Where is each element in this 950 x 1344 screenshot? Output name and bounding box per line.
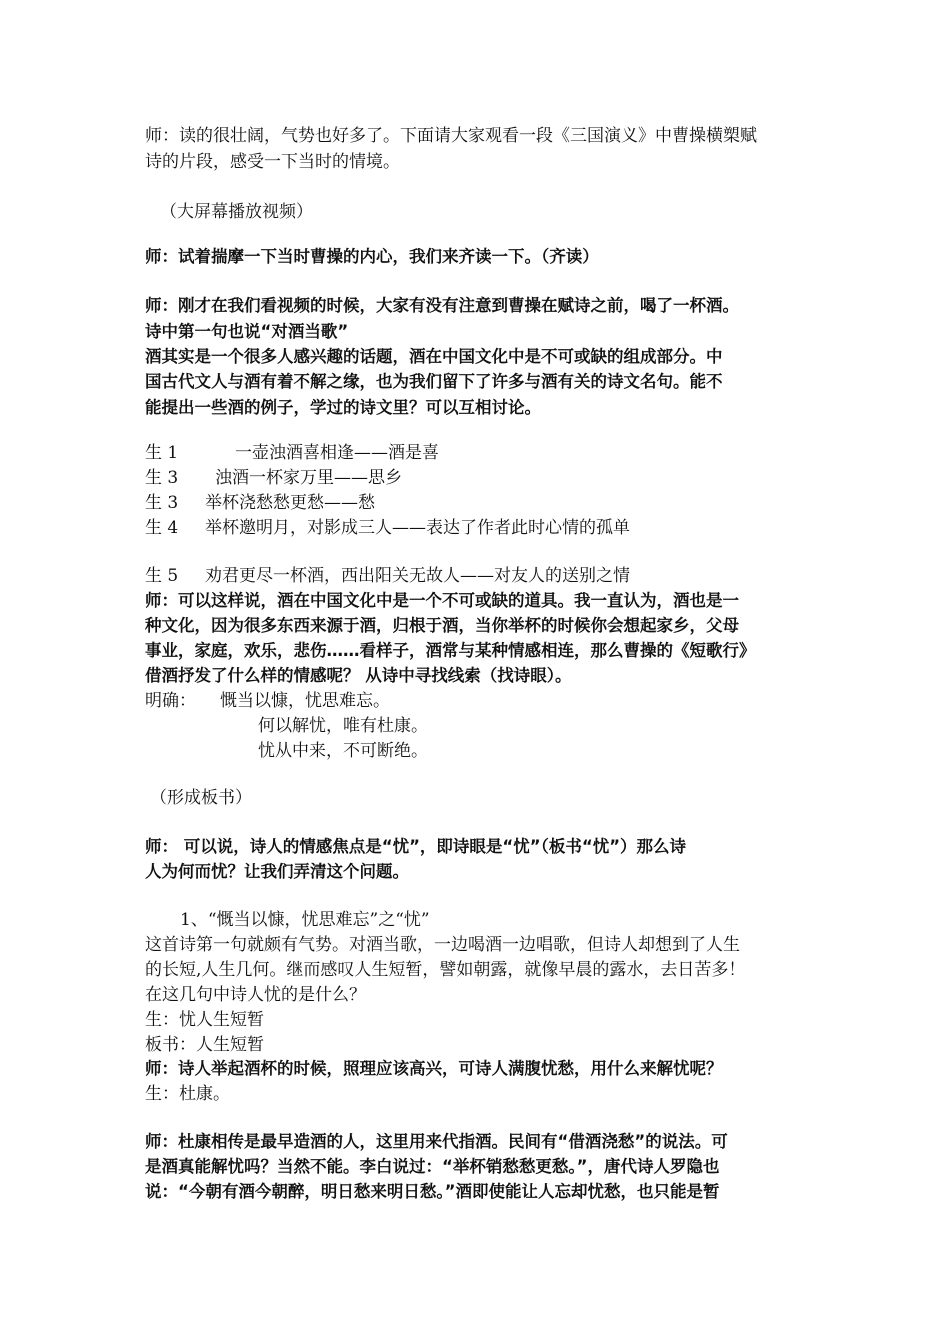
student-answer: 举杯浇愁愁更愁——愁 [205,493,375,513]
clarify-label: 明确： [145,691,196,711]
student-answer: 一壶浊酒喜相逢——酒是喜 [235,443,439,463]
student-line: 生：杜康。 [145,1084,230,1104]
student-answer: 举杯邀明月，对影成三人——表达了作者此时心情的孤单 [205,518,630,538]
student-line [145,491,825,515]
teacher-line: 借酒抒发了什么样的情感呢？ 从诗中寻找线索（找诗眼）。 [145,666,572,685]
teacher-line: 诗中第一句也说“对酒当歌” [145,322,349,341]
blackboard-line: 板书：人生短暂 [145,1035,264,1055]
student-answer: 浊酒一杯家万里——思乡 [215,468,402,488]
paragraph-line: 诗的片段，感受一下当时的情境。 [145,152,400,172]
poem-line: 何以解忧，唯有杜康。 [258,716,428,736]
teacher-line: 是酒真能解忧吗？当然不能。李白说过：“举杯销愁愁更愁。”，唐代诗人罗隐也 [145,1157,720,1176]
student-label: 生 3 [145,468,179,488]
student-line [145,516,825,540]
teacher-line: 种文化，因为很多东西来源于酒，归根于酒，当你举杯的时候你会想起家乡，父母 [145,616,739,635]
teacher-line: 师：刚才在我们看视频的时候，大家有没有注意到曹操在赋诗之前，喝了一杯酒。 [145,296,739,315]
student-label: 生 1 [145,443,179,463]
student-line [145,564,825,588]
student-label: 生 4 [145,518,179,538]
teacher-line: 说：“今朝有酒今朝醉，明日愁来明日愁。”酒即使能让人忘却忧愁，也只能是暂 [145,1182,720,1201]
student-label: 生 3 [145,493,179,513]
teacher-line: 师：可以这样说，酒在中国文化中是一个不可或缺的道具。我一直认为，酒也是一 [145,591,739,610]
teacher-line: 师： 可以说，诗人的情感焦点是“忧”，即诗眼是“忧”（板书“忧”）那么诗 [145,837,687,856]
teacher-line: 能提出一些酒的例子，学过的诗文里？可以互相讨论。 [145,398,541,417]
teacher-line: 事业，家庭，欢乐，悲伤……看样子，酒常与某种情感相连，那么曹操的《短歌行》 [145,641,756,660]
poem-line: 忧从中来，不可断绝。 [258,741,428,761]
student-label: 生 5 [145,566,179,586]
paragraph-line: 在这几句中诗人忧的是什么？ [145,985,366,1005]
teacher-line: 师：诗人举起酒杯的时候，照理应该高兴，可诗人满腹忧愁，用什么来解忧呢？ [145,1059,723,1078]
stage-direction: （大屏幕播放视频） [160,202,313,222]
paragraph-line: 这首诗第一句就颇有气势。对酒当歌，一边喝酒一边唱歌，但诗人却想到了人生 [145,935,740,955]
teacher-line: 人为何而忧？让我们弄清这个问题。 [145,862,409,881]
student-line [145,441,825,465]
teacher-line: 师：杜康相传是最早造酒的人，这里用来代指酒。民间有“借酒浇愁”的说法。可 [145,1132,728,1151]
paragraph-line: 师：读的很壮阔，气势也好多了。下面请大家观看一段《三国演义》中曹操横槊赋 [145,126,757,146]
student-answer: 劝君更尽一杯酒，西出阳关无故人——对友人的送别之情 [205,566,630,586]
clarify-line [145,689,825,713]
teacher-line: 师：试着揣摩一下当时曹操的内心，我们来齐读一下。（齐读） [145,247,599,266]
teacher-line: 国古代文人与酒有着不解之缘，也为我们留下了许多与酒有关的诗文名句。能不 [145,372,723,391]
student-line [145,466,825,490]
paragraph-line: 的长短,人生几何。继而感叹人生短暂，譬如朝露，就像早晨的露水，去日苦多！ [145,960,746,980]
stage-direction: （形成板书） [150,788,252,808]
teacher-line: 酒其实是一个很多人感兴趣的话题，酒在中国文化中是不可或缺的组成部分。中 [145,347,723,366]
poem-line: 慨当以慷，忧思难忘。 [220,691,390,711]
student-line: 生：忧人生短暂 [145,1010,264,1030]
section-heading: 1、“慨当以慷，忧思难忘”之“忧” [180,910,430,930]
